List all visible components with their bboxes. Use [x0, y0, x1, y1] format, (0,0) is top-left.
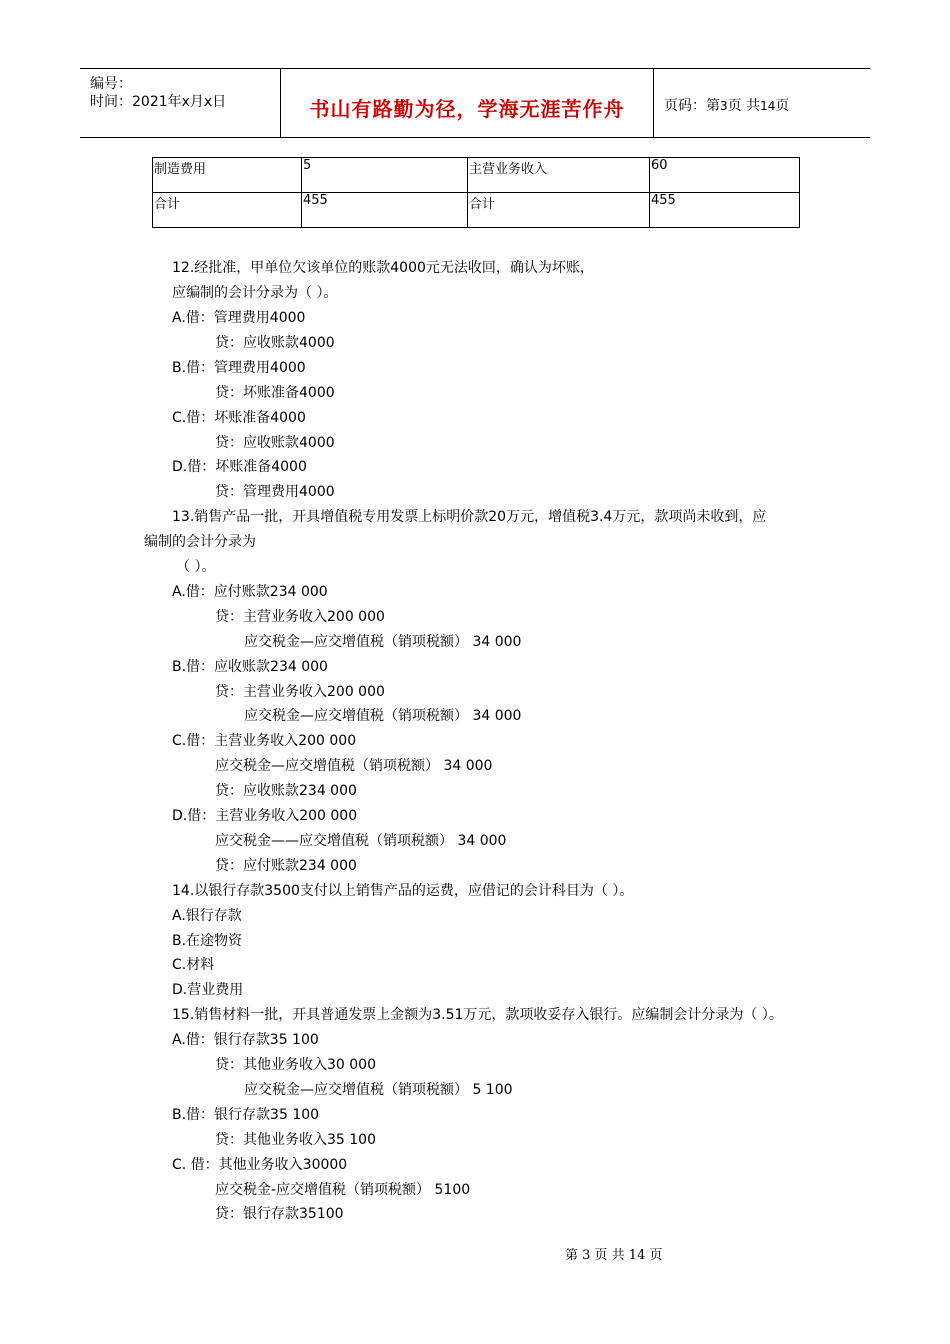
credit-line: 贷：主营业务收入200 000 [215, 684, 385, 700]
page-header [80, 68, 870, 138]
option-a: A.借：应付账款234 000 [172, 584, 328, 600]
table-cell: 5 [302, 158, 468, 193]
table-cell: 455 [650, 193, 800, 228]
motto: 书山有路勤为径，学海无涯苦作舟 [309, 97, 625, 121]
option-b: B.在途物资 [172, 933, 243, 949]
header-left-cell [80, 69, 281, 137]
credit-line: 贷：其他业务收入30 000 [215, 1057, 376, 1073]
table-cell: 455 [302, 193, 468, 228]
page-current: 3 [720, 99, 728, 113]
question-12-text: 应编制的会计分录为（ ）。 [172, 285, 338, 301]
credit-line: 应交税金—应交增值税（销项税额） 34 000 [244, 634, 522, 650]
option-d: D.借：主营业务收入200 000 [172, 808, 358, 824]
question-13-text: （ ）。 [176, 559, 216, 575]
question-13-text: 编制的会计分录为 [144, 534, 256, 550]
ledger-table [152, 157, 800, 228]
table-cell: 制造费用 [153, 158, 302, 193]
debit-line: 应交税金—应交增值税（销项税额） 34 000 [215, 758, 493, 774]
header-center-cell [281, 69, 654, 137]
credit-line: 贷：管理费用4000 [215, 484, 335, 500]
page-suffix: 页 [775, 98, 790, 114]
option-d: D.借：坏账准备4000 [172, 459, 307, 475]
credit-line: 贷：应付账款234 000 [215, 858, 357, 874]
credit-line: 贷：应收账款234 000 [215, 783, 357, 799]
credit-line: 贷：银行存款35100 [215, 1206, 344, 1222]
question-15-text: 15.销售材料一批，开具普通发票上金额为3.51万元，款项收妥存入银行。应编制会计分录为（ ）。 [172, 1007, 783, 1023]
credit-line: 应交税金—应交增值税（销项税额） 34 000 [244, 708, 522, 724]
option-c: C.借：坏账准备4000 [172, 410, 306, 426]
option-c: C.借：主营业务收入200 000 [172, 733, 357, 749]
option-a: A.借：银行存款35 100 [172, 1032, 319, 1048]
table-cell: 主营业务收入 [468, 158, 650, 193]
table-cell: 60 [650, 158, 800, 193]
question-14-text: 14.以银行存款3500支付以上销售产品的运费，应借记的会计科目为（ ）。 [172, 883, 634, 899]
credit-line: 贷：其他业务收入35 100 [215, 1132, 376, 1148]
option-b: B.借：管理费用4000 [172, 360, 306, 376]
table-row [153, 158, 800, 193]
question-13-text: 13.销售产品一批，开具增值税专用发票上标明价款20万元，增值税3.4万元，款项尚未收到，应 [172, 509, 767, 525]
credit-line: 应交税金—应交增值税（销项税额） 5 100 [244, 1082, 513, 1098]
credit-line: 贷：坏账准备4000 [215, 385, 335, 401]
option-b: B.借：应收账款234 000 [172, 659, 328, 675]
question-12-text: 12.经批准，甲单位欠该单位的账款4000元无法收回，确认为坏账， [172, 260, 594, 276]
option-d: D.营业费用 [172, 982, 244, 998]
date-line: 时间：2021年x月x日 [90, 94, 227, 110]
option-b: B.借：银行存款35 100 [172, 1107, 320, 1123]
credit-line: 贷：主营业务收入200 000 [215, 609, 385, 625]
page-info [664, 95, 789, 115]
table-row [153, 193, 800, 228]
table-cell: 合计 [468, 193, 650, 228]
serial-label: 编号： [90, 76, 132, 92]
debit-line: 应交税金——应交增值税（销项税额） 34 000 [215, 833, 507, 849]
header-right-cell [654, 69, 870, 137]
credit-line: 贷：应收账款4000 [215, 435, 335, 451]
option-c: C.材料 [172, 957, 215, 973]
page-prefix: 页码：第 [664, 98, 720, 114]
option-a: A.银行存款 [172, 908, 242, 924]
page-footer: 第 3 页 共 14 页 [565, 1248, 663, 1263]
credit-line: 贷：应收账款4000 [215, 335, 335, 351]
page-total: 14 [760, 99, 776, 113]
option-c: C. 借：其他业务收入30000 [172, 1157, 348, 1173]
table-cell: 合计 [153, 193, 302, 228]
debit-line: 应交税金-应交增值税（销项税额） 5100 [215, 1182, 471, 1198]
option-a: A.借：管理费用4000 [172, 310, 306, 326]
page-mid: 页 共 [727, 98, 761, 114]
